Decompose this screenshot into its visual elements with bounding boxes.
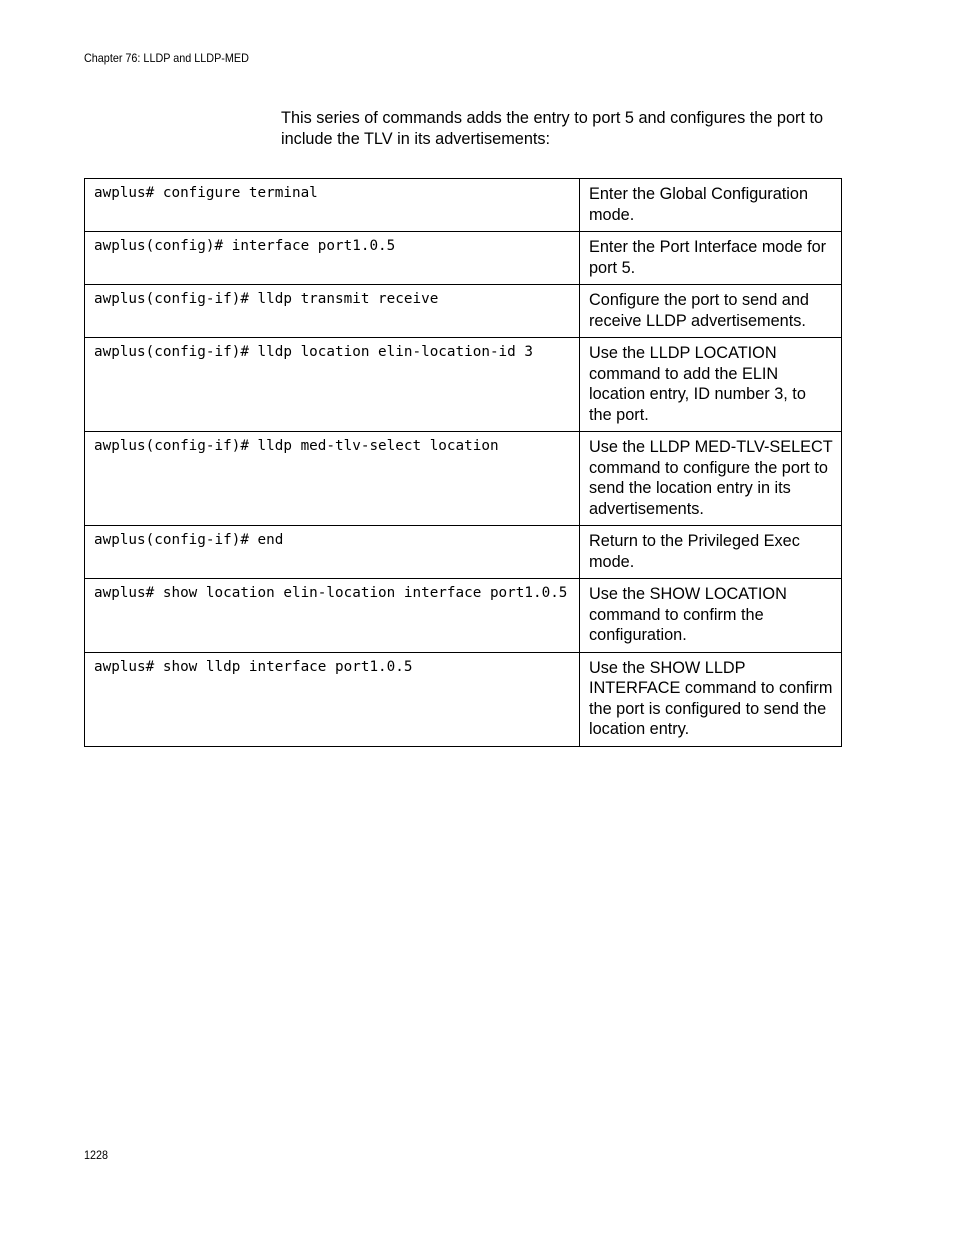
table-row [85,338,842,432]
description-cell: Return to the Privileged Exec mode. [580,526,842,579]
running-header: Chapter 76: LLDP and LLDP-MED [84,51,249,65]
command-cell: awplus(config-if)# lldp med-tlv-select location [85,432,580,526]
description-cell: Use the SHOW LLDP INTERFACE command to confirm the port is configured to send the location entry. [580,652,842,746]
command-table [84,178,842,747]
command-cell: awplus# configure terminal [85,179,580,232]
description-cell: Use the LLDP MED-TLV-SELECT command to configure the port to send the location entry in its advertisements. [580,432,842,526]
page-number: 1228 [84,1148,109,1162]
command-cell: awplus(config-if)# lldp transmit receive [85,285,580,338]
description-cell: Use the SHOW LOCATION command to confirm the configuration. [580,579,842,653]
intro-paragraph: This series of commands adds the entry to port 5 and configures the port to include the TLV in its advertisements: [281,109,824,148]
description-cell: Use the LLDP LOCATION command to add the ELIN location entry, ID number 3, to the port. [580,338,842,432]
description-cell: Enter the Port Interface mode for port 5. [580,232,842,285]
description-cell: Configure the port to send and receive LLDP advertisements. [580,285,842,338]
table-row [85,652,842,746]
command-cell: awplus(config-if)# end [85,526,580,579]
command-cell: awplus(config-if)# lldp location elin-location-id 3 [85,338,580,432]
table-row [85,179,842,232]
command-cell: awplus# show lldp interface port1.0.5 [85,652,580,746]
command-cell: awplus(config)# interface port1.0.5 [85,232,580,285]
table-row [85,432,842,526]
description-cell: Enter the Global Configuration mode. [580,179,842,232]
table-row [85,285,842,338]
table-row [85,579,842,653]
table-row [85,526,842,579]
table-row [85,232,842,285]
command-cell: awplus# show location elin-location interface port1.0.5 [85,579,580,653]
